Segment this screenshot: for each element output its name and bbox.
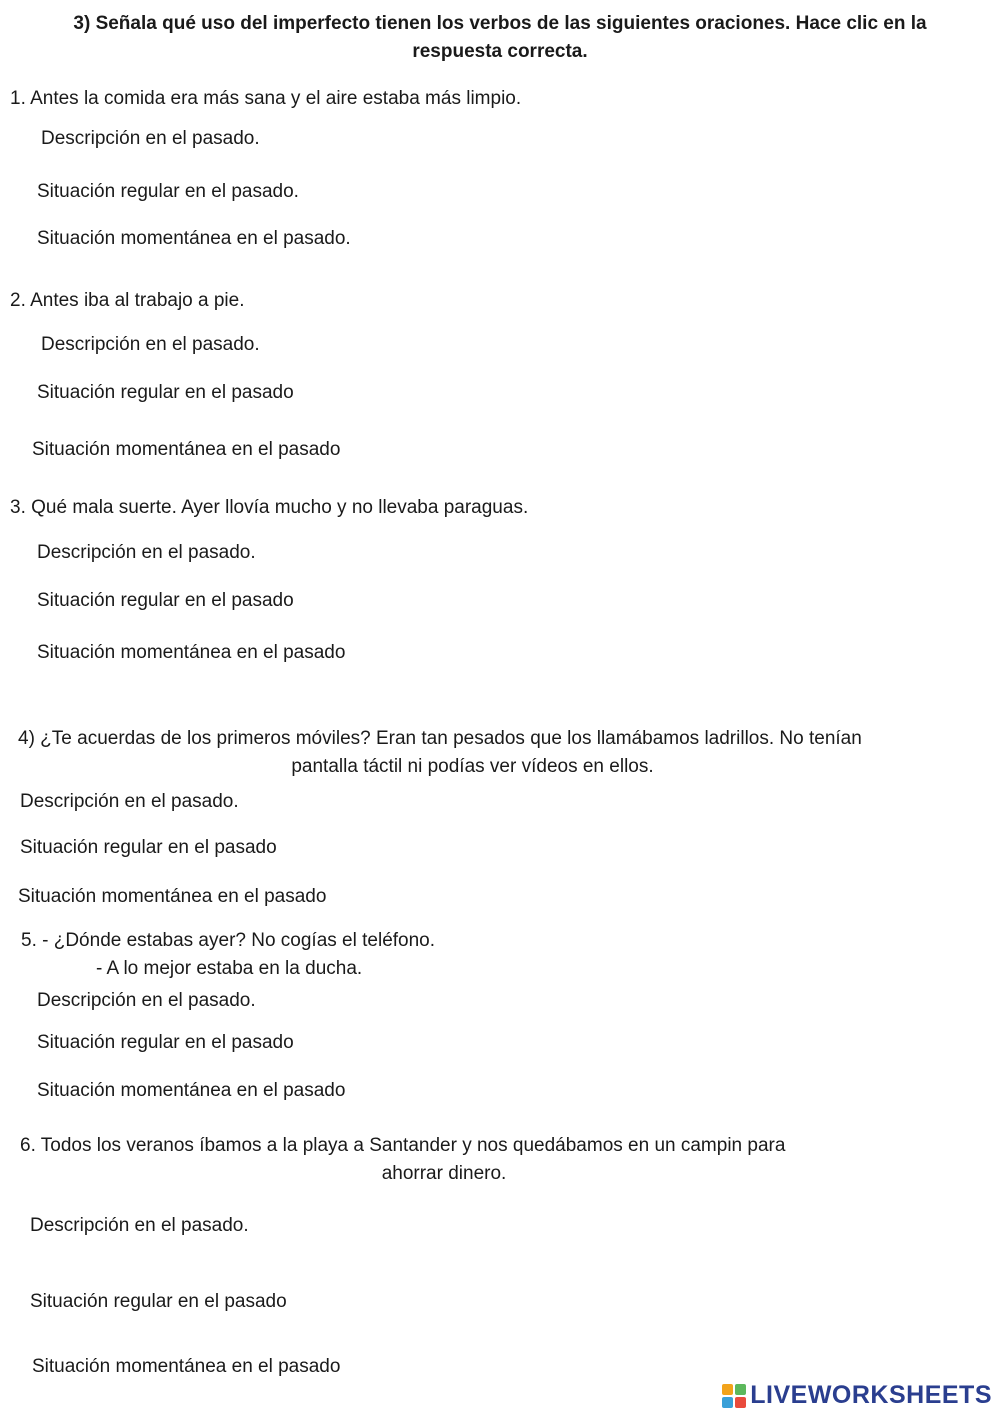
question-4-option-descripcion[interactable]: Descripción en el pasado. (20, 791, 239, 812)
question-3-option-descripcion[interactable]: Descripción en el pasado. (37, 542, 256, 563)
question-1-option-descripcion[interactable]: Descripción en el pasado. (41, 128, 260, 149)
question-4-prompt-line-2: pantalla táctil ni podías ver vídeos en ellos. (291, 756, 654, 777)
question-3-option-momentanea[interactable]: Situación momentánea en el pasado (37, 642, 346, 663)
question-4-option-momentanea[interactable]: Situación momentánea en el pasado (18, 886, 327, 907)
liveworksheets-logo-icon (722, 1384, 746, 1408)
question-5-prompt-line-1: 5. - ¿Dónde estabas ayer? No cogías el teléfono. (21, 930, 436, 951)
question-2-option-momentanea[interactable]: Situación momentánea en el pasado (32, 439, 341, 460)
question-2-option-descripcion[interactable]: Descripción en el pasado. (41, 334, 260, 355)
question-6-option-regular[interactable]: Situación regular en el pasado (30, 1291, 287, 1312)
question-4-option-regular[interactable]: Situación regular en el pasado (20, 837, 277, 858)
question-6-option-momentanea[interactable]: Situación momentánea en el pasado (32, 1356, 341, 1377)
question-6-prompt-line-2: ahorrar dinero. (381, 1163, 507, 1184)
question-6-option-descripcion[interactable]: Descripción en el pasado. (30, 1215, 249, 1236)
question-6-prompt-line-1: 6. Todos los veranos íbamos a la playa a Santander y nos quedábamos en un campin para (20, 1135, 786, 1156)
liveworksheets-brand (722, 1381, 992, 1410)
question-4-prompt-line-1: 4) ¿Te acuerdas de los primeros móviles? Eran tan pesados que los llamábamos ladrillos. No tenían (18, 728, 862, 749)
question-1-option-regular[interactable]: Situación regular en el pasado. (37, 181, 299, 202)
question-1-prompt: 1. Antes la comida era más sana y el aire estaba más limpio. (10, 88, 522, 109)
instructions-heading (0, 10, 1000, 66)
question-5-option-momentanea[interactable]: Situación momentánea en el pasado (37, 1080, 346, 1101)
brand-name: LIVEWORKSHEETS (750, 1381, 992, 1409)
instructions-line-1: 3) Señala qué uso del imperfecto tienen los verbos de las siguientes oraciones. Hace clic en la (73, 13, 927, 34)
question-3-prompt: 3. Qué mala suerte. Ayer llovía mucho y no llevaba paraguas. (10, 497, 529, 518)
question-5-prompt-line-2: - A lo mejor estaba en la ducha. (96, 958, 363, 979)
question-5-option-regular[interactable]: Situación regular en el pasado (37, 1032, 294, 1053)
instructions-line-2: respuesta correcta. (412, 41, 588, 62)
question-2-prompt: 2. Antes iba al trabajo a pie. (10, 290, 245, 311)
question-5-option-descripcion[interactable]: Descripción en el pasado. (37, 990, 256, 1011)
question-1-option-momentanea[interactable]: Situación momentánea en el pasado. (37, 228, 351, 249)
question-3-option-regular[interactable]: Situación regular en el pasado (37, 590, 294, 611)
question-2-option-regular[interactable]: Situación regular en el pasado (37, 382, 294, 403)
